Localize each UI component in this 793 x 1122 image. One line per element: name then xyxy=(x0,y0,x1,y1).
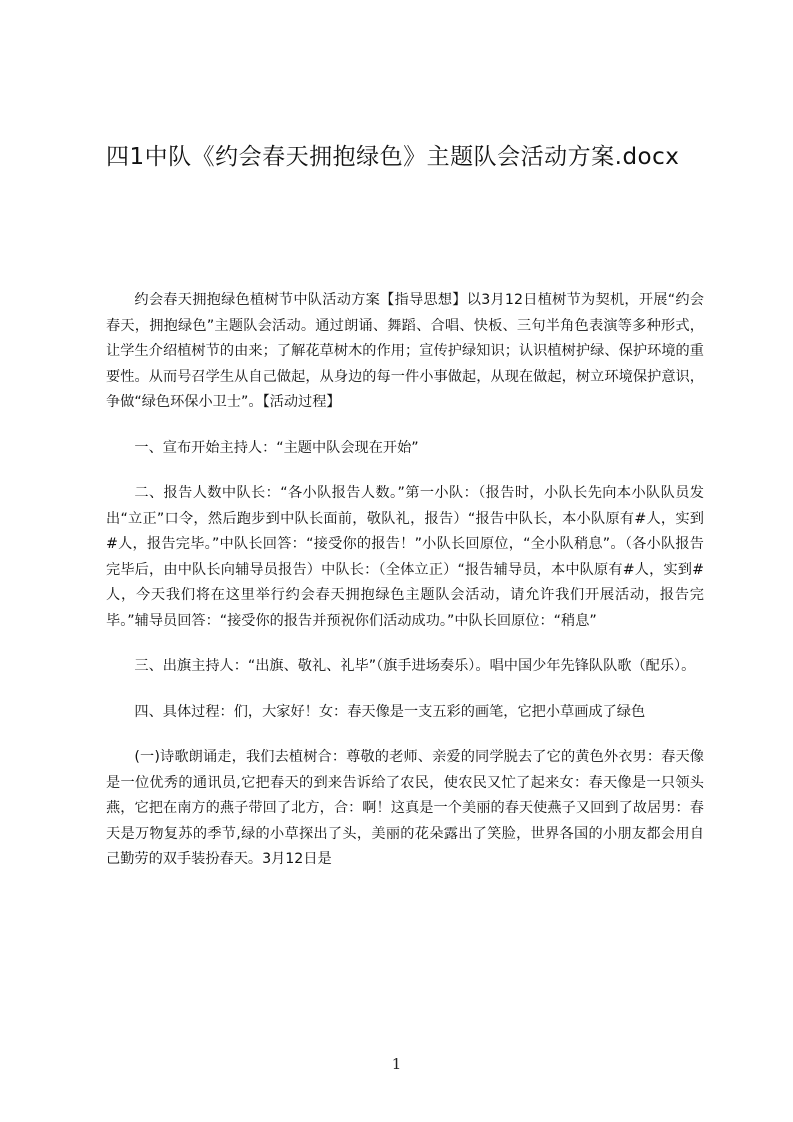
paragraph-section-four: 四、具体过程：们，大家好！女：春天像是一支五彩的画笔，它把小草画成了绿色 xyxy=(134,703,646,720)
document-body xyxy=(106,288,704,873)
paragraph-section-three: 三、出旗主持人：“出旗、敬礼、礼毕”（旗手进场奏乐）。唱中国少年先锋队队歌（配乐）。 xyxy=(134,658,696,674)
paragraph-section-one: 一、宣布开始主持人：“主题中队会现在开始” xyxy=(134,439,419,456)
paragraph-section-two: 二、报告人数中队长：“各小队报告人数。”第一小队：（报告时，小队长先向本小队队员发出“立正”口令，然后跑步到中队长面前，敬队礼，报告）“报告中队长，本小队原有#人，实到#人，报告完毕。”中队长回答：“接受你的报告！”小队长回原位，“全小队稍息”。（各小队报告完毕后，由中队长向辅导员报告）中队长：（全体立正）“报告辅导员，本中队原有#人，实到#人，今天我们将在这里举行约会春天拥抱绿色主题队会活动，请允许我们开展活动，报告完毕。”辅导员回答：“接受你的报告并预祝你们活动成功。”中队长回原位：“稍息” xyxy=(106,485,704,629)
document-title: 四1中队《约会春天拥抱绿色》主题队会活动方案.docx xyxy=(106,144,680,170)
paragraph-guiding-ideology: 约会春天拥抱绿色植树节中队活动方案【指导思想】以3月12日植树节为契机，开展“约会春天，拥抱绿色”主题队会活动。通过朗诵、舞蹈、合唱、快板、三句半角色表演等多种形式，让学生介绍植树节的由来；了解花草树木的作用；宣传护绿知识；认识植树护绿、保护环境的重要性。从而号召学生从自己做起，从身边的每一件小事做起，从现在做起，树立环境保护意识，争做“绿色环保小卫士”。【活动过程】 xyxy=(106,292,704,410)
page-number: 1 xyxy=(391,1055,402,1073)
paragraph-poetry-recital: (一)诗歌朗诵走，我们去植树合：尊敬的老师、亲爱的同学脱去了它的黄色外衣男：春天像是一位优秀的通讯员,它把春天的到来告诉给了农民，使农民又忙了起来女：春天像是一只领头燕，它把在南方的燕子带回了北方，合：啊！这真是一个美丽的春天使燕子又回到了故居男：春天是万物复苏的季节,绿的小草探出了头，美丽的花朵露出了笑脸，世界各国的小朋友都会用自己勤劳的双手装扮春天。3月12日是 xyxy=(106,749,704,867)
